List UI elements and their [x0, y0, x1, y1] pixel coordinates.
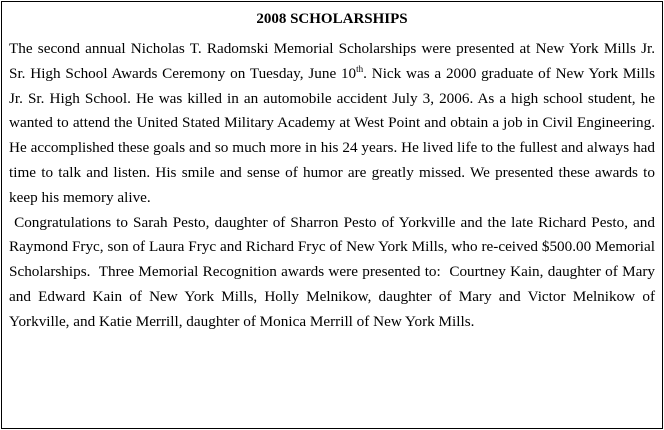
article-title: 2008 SCHOLARSHIPS	[256, 11, 408, 27]
paragraph-recipients: Congratulations to Sarah Pesto, daughter of Sharron Pesto of Yorkville and the late Richard Pesto, and Raymond Fryc, son of Laura Fryc and Richard Fryc of New York Mills, who re-ceived $500.00 Memorial Scholarships. Three Memorial Recognition awards were presented to: Courtney Kain, daughter of Mary and Edward Kain of New York Mills, Holly Melnikow, daughter of Mary and Victor Melnikow of Yorkville, and Katie Merrill, daughter of Monica Merrill of New York Mills.	[9, 213, 659, 330]
article-box	[1, 1, 663, 429]
ordinal-suffix: th	[356, 63, 364, 74]
article-body	[2, 37, 662, 335]
paragraph-memorial-text-2: . Nick was a 2000 graduate of New York Mills Jr. Sr. High School. He was killed in an automobile accident July 3, 2006. As a high school student, he wanted to attend the United Stated Military Academy at West Point and obtain a job in Civil Engineering. He accomplished these goals and so much more in his 24 years. He lived life to the fullest and always had time to talk and listen. His smile and sense of humor are greatly missed. We presented these awards to keep his memory alive.	[9, 64, 655, 206]
paragraph-memorial	[9, 37, 655, 211]
paragraph-memorial-text-1: The second annual Nicholas T. Radomski Memorial Scholarships were presented at New York Mills Jr. Sr. High School Awards Ceremony on Tuesday, June 10	[9, 40, 655, 82]
